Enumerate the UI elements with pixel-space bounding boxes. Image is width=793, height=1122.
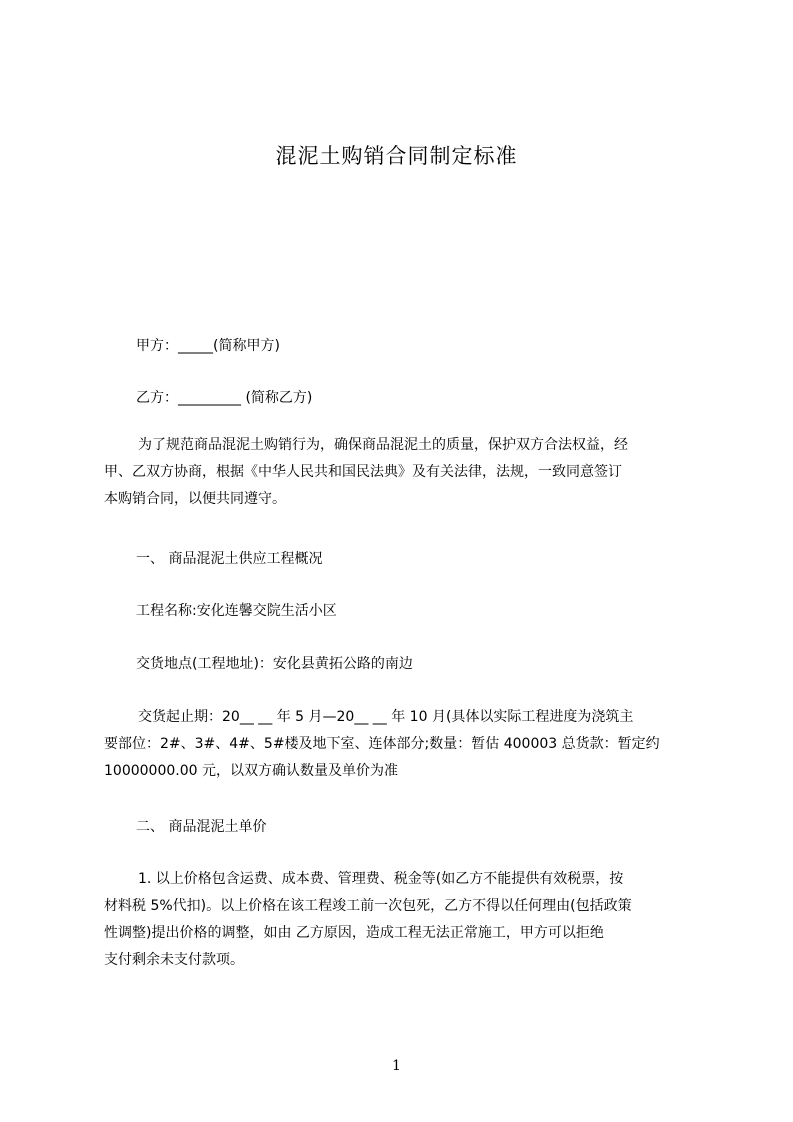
delivery-period-line-2: 要部位：2#、3#、4#、5#楼及地下室、连体部分;数量：暂估 400003 总货款：暂定约 [104, 736, 660, 752]
clause-1-line-4: 支付剩余未支付款项。 [104, 952, 244, 968]
clause-1-line-1: 1. 以上价格包含运费、成本费、管理费、税金等(如乙方不能提供有效税票，按 [138, 871, 624, 887]
section-2-heading: 二、 商品混泥土单价 [136, 819, 267, 835]
page-number: 1 [392, 1058, 401, 1074]
intro-line-1: 为了规范商品混泥土购销行为，确保商品混泥土的质量，保护双方合法权益，经 [138, 437, 628, 453]
section-1-heading: 一、 商品混泥土供应工程概况 [136, 551, 323, 567]
party-a-line: 甲方：_____(简称甲方) [136, 338, 280, 354]
project-name-line: 工程名称:安化连馨交院生活小区 [136, 603, 337, 619]
clause-1-paragraph [104, 866, 704, 974]
delivery-period-line-3: 10000000.00 元，以双方确认数量及单价为准 [104, 763, 398, 779]
party-b-line: 乙方：_________ (简称乙方) [136, 390, 313, 406]
delivery-period-paragraph [104, 704, 704, 785]
clause-1-line-2: 材料税 5%代扣)。以上价格在该工程竣工前一次包死，乙方不得以任何理由(包括政策 [104, 898, 632, 914]
intro-line-2: 甲、乙双方协商，根据《中华人民共和国民法典》及有关法律，法规，一致同意签订 [104, 464, 622, 480]
intro-paragraph [104, 432, 704, 513]
delivery-location-line: 交货地点(工程地址)：安化县黄拓公路的南边 [136, 656, 413, 672]
delivery-period-line-1: 交货起止期：20__ __ 年 5 月—20__ __ 年 10 月(具体以实际工程进度为浇筑主 [138, 709, 634, 725]
clause-1-line-3: 性调整)提出价格的调整，如由 乙方原因，造成工程无法正常施工，甲方可以拒绝 [104, 925, 604, 941]
document-title: 混泥土购销合同制定标准 [275, 144, 518, 168]
intro-line-3: 本购销合同，以便共同遵守。 [104, 491, 286, 507]
